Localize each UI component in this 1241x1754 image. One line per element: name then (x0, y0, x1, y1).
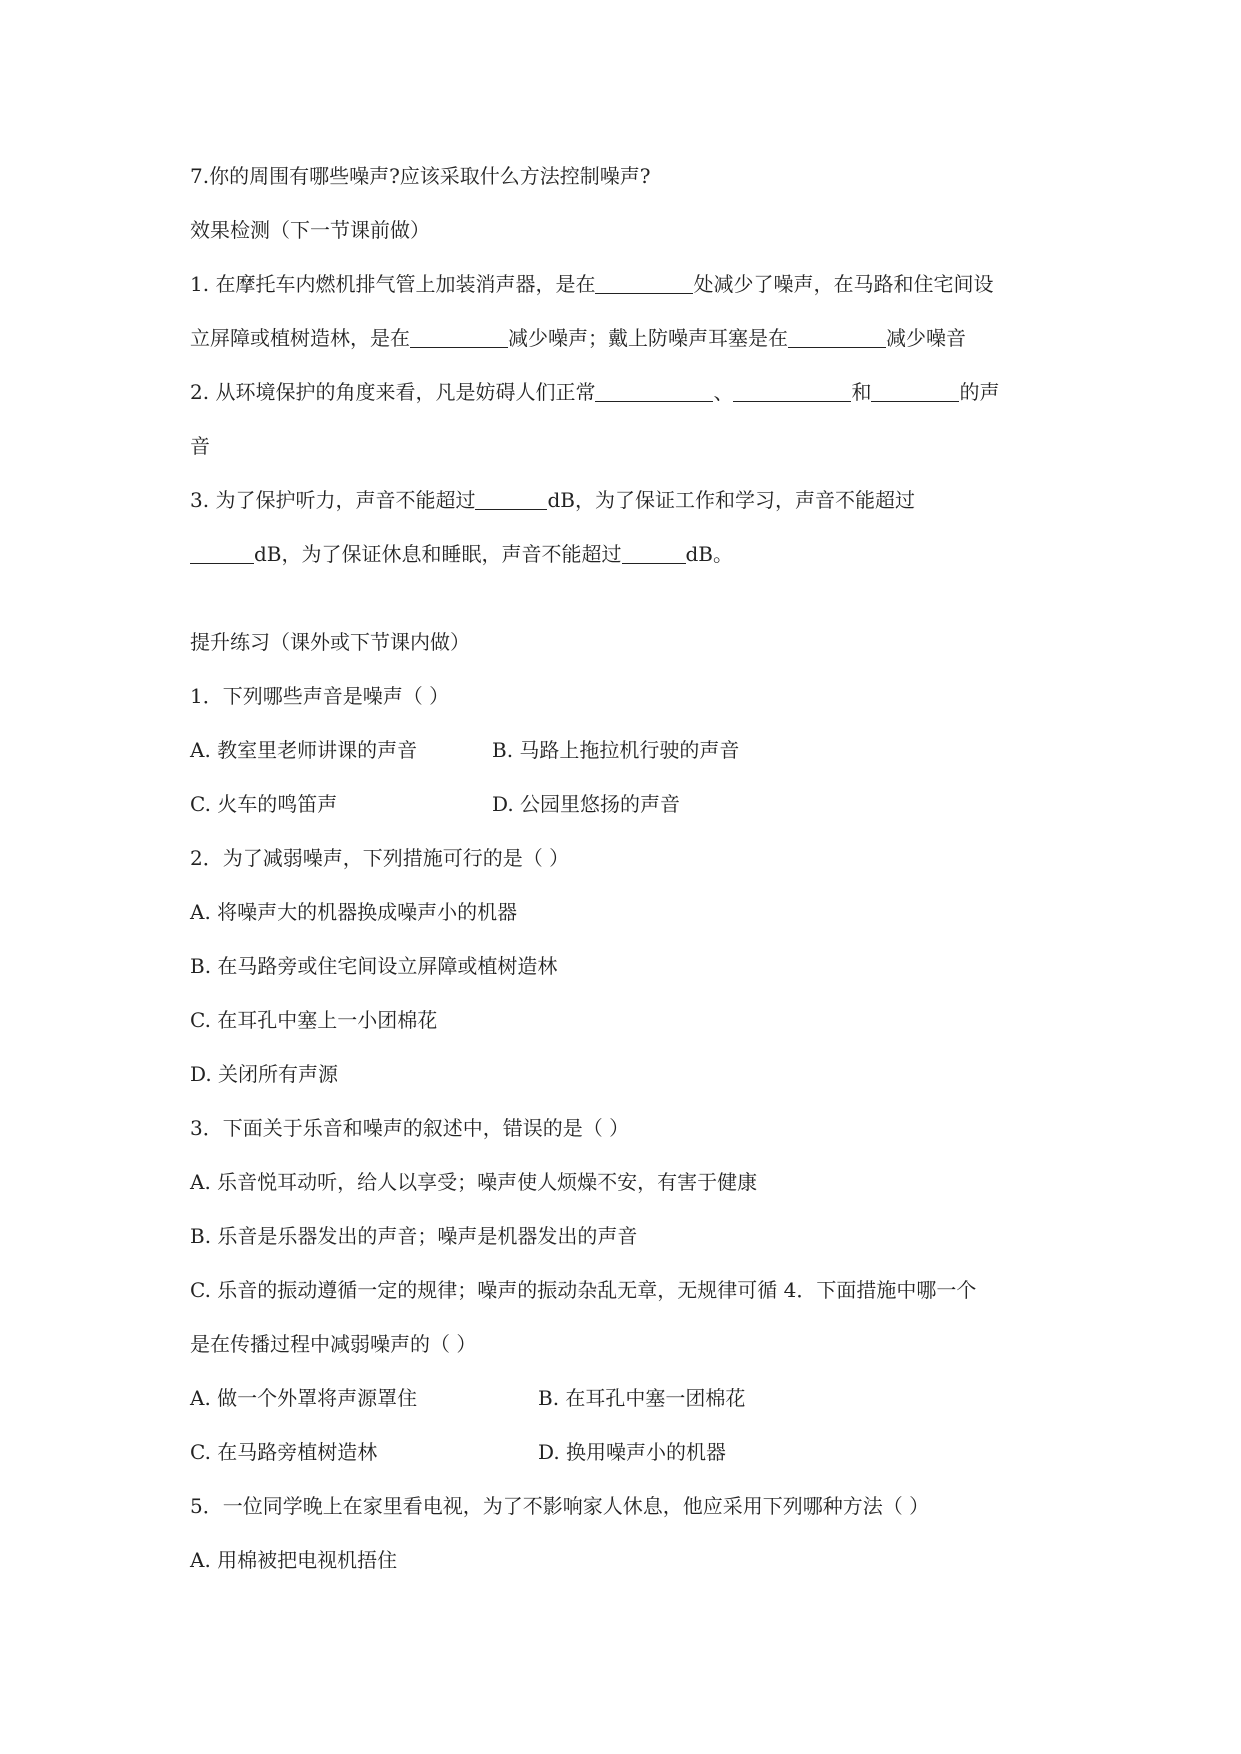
practice-2-option-c: C. 在耳孔中塞上一小团棉花 (190, 1008, 438, 1032)
option-a: A. 教室里老师讲课的声音 (190, 738, 418, 762)
fill1-text-b: 处减少了噪声，在马路和住宅间设 (693, 272, 994, 296)
answer-blank[interactable] (475, 489, 547, 510)
fill1-text-d: 减少噪声；戴上防噪声耳塞是在 (508, 326, 788, 350)
fill3-text-a: 3. 为了保护听力，声音不能超过 (190, 488, 476, 512)
practice-5-option-a: A. 用棉被把电视机捂住 (190, 1548, 398, 1572)
practice-3-option-b: B. 乐音是乐器发出的声音；噪声是机器发出的声音 (190, 1224, 638, 1248)
fill1-text-c: 立屏障或植树造林，是在 (190, 326, 410, 350)
practice-3-option-a: A. 乐音悦耳动听，给人以享受；噪声使人烦燥不安，有害于健康 (190, 1170, 758, 1194)
fill3-text-c: dB，为了保证休息和睡眠，声音不能超过 (254, 542, 622, 566)
option-a: A. 做一个外罩将声源罩住 (190, 1386, 418, 1410)
section-heading-check: 效果检测（下一节课前做） (190, 218, 430, 242)
fill1-text-e: 减少噪音 (886, 326, 966, 350)
section-heading-practice: 提升练习（课外或下节课内做） (190, 630, 470, 654)
practice-4-options-cd (190, 1438, 1070, 1466)
fill-question-2-line-1 (190, 378, 1070, 406)
option-b: B. 马路上拖拉机行驶的声音 (492, 738, 740, 762)
practice-4-options-ab (190, 1384, 1070, 1412)
fill2-text-c: 和 (851, 380, 872, 404)
practice-3-option-c: C. 乐音的振动遵循一定的规律；噪声的振动杂乱无章，无规律可循 4．下面措施中哪一个 (190, 1278, 977, 1302)
practice-2-option-d: D. 关闭所有声源 (190, 1062, 339, 1086)
fill3-text-d: dB。 (685, 542, 733, 566)
practice-3-stem: 3．下面关于乐音和噪声的叙述中，错误的是（ ） (190, 1116, 630, 1140)
fill3-text-b: dB，为了保证工作和学习，声音不能超过 (547, 488, 915, 512)
option-b: B. 在耳孔中塞一团棉花 (538, 1386, 746, 1410)
answer-blank[interactable] (410, 327, 508, 348)
option-d: D. 换用噪声小的机器 (538, 1440, 727, 1464)
option-d: D. 公园里悠扬的声音 (492, 792, 681, 816)
fill2-text-a: 2. 从环境保护的角度来看，凡是妨碍人们正常 (190, 380, 596, 404)
practice-1-stem: 1．下列哪些声音是噪声（ ） (190, 684, 450, 708)
answer-blank[interactable] (733, 381, 851, 402)
practice-2-option-b: B. 在马路旁或住宅间设立屏障或植树造林 (190, 954, 558, 978)
fill-question-3-line-1 (190, 486, 1070, 514)
fill-question-3-line-2 (190, 540, 1070, 568)
practice-2-option-a: A. 将噪声大的机器换成噪声小的机器 (190, 900, 518, 924)
fill-question-2-line-2: 音 (190, 434, 210, 458)
fill1-text-a: 1. 在摩托车内燃机排气管上加装消声器，是在 (190, 272, 596, 296)
practice-5-stem: 5．一位同学晚上在家里看电视，为了不影响家人休息，他应采用下列哪种方法（ ） (190, 1494, 930, 1518)
option-c: C. 火车的鸣笛声 (190, 792, 338, 816)
practice-1-options-ab (190, 736, 1070, 764)
answer-blank[interactable] (622, 543, 686, 564)
practice-2-stem: 2．为了减弱噪声，下列措施可行的是（ ） (190, 846, 570, 870)
answer-blank[interactable] (190, 543, 254, 564)
answer-blank[interactable] (595, 273, 693, 294)
fill2-text-d: 的声 (959, 380, 1000, 404)
fill-question-1-line-2 (190, 324, 1070, 352)
fill-question-1-line-1 (190, 270, 1070, 298)
practice-1-options-cd (190, 790, 1070, 818)
answer-blank[interactable] (788, 327, 886, 348)
practice-4-stem: 是在传播过程中减弱噪声的（ ） (190, 1332, 477, 1356)
answer-blank[interactable] (871, 381, 959, 402)
option-c: C. 在马路旁植树造林 (190, 1440, 378, 1464)
question-7: 7.你的周围有哪些噪声?应该采取什么方法控制噪声? (190, 164, 651, 188)
answer-blank[interactable] (595, 381, 713, 402)
fill2-text-b: 、 (713, 380, 734, 404)
